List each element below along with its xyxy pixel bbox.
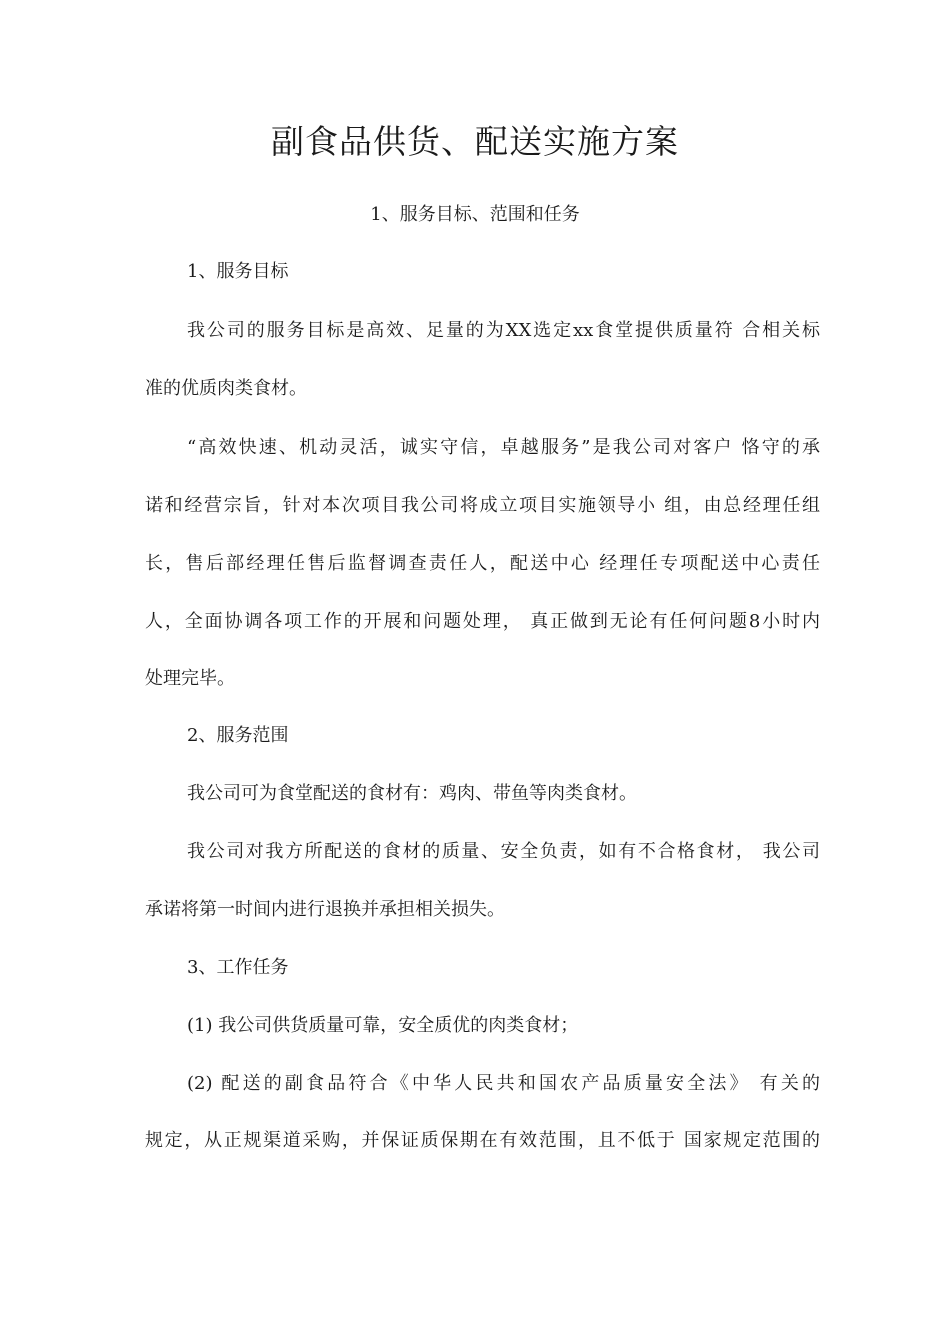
list-item-1: (1) 我公司供货质量可靠，安全质优的肉类食材； [187, 1015, 579, 1036]
paragraph-line: 规定，从正规渠道采购，并保证质保期在有效范围，且不低于 国家规定范围的 [145, 1130, 820, 1151]
paragraph-line: 我公司对我方所配送的食材的质量、安全负责，如有不合格食材， 我公司 [187, 841, 820, 862]
list-item-2: (2) 配送的副食品符合《中华人民共和国农产品质量安全法》 有关的 [187, 1073, 820, 1094]
paragraph-line: 长，售后部经理任售后监督调查责任人，配送中心 经理任专项配送中心责任 [145, 553, 820, 574]
section-heading: 1、服务目标、范围和任务 [370, 204, 580, 225]
paragraph-line: “高效快速、机动灵活，诚实守信，卓越服务”是我公司对客户 恪守的承 [187, 437, 820, 458]
subsection-heading-work-tasks: 3、工作任务 [187, 957, 289, 978]
paragraph-line: 诺和经营宗旨，针对本次项目我公司将成立项目实施领导小 组，由总经理任组 [145, 495, 820, 516]
paragraph-line: 准的优质肉类食材。 [145, 378, 307, 399]
paragraph-line: 我公司可为食堂配送的食材有：鸡肉、带鱼等肉类食材。 [187, 783, 637, 804]
subsection-heading-service-goal: 1、服务目标 [187, 261, 289, 282]
paragraph-line: 人，全面协调各项工作的开展和问题处理， 真正做到无论有任何问题8小时内 [145, 611, 820, 632]
paragraph-line: 承诺将第一时间内进行退换并承担相关损失。 [145, 899, 505, 920]
paragraph-line: 我公司的服务目标是高效、足量的为XX选定xx食堂提供质量符 合相关标 [187, 320, 820, 341]
document-title: 副食品供货、配送实施方案 [271, 122, 679, 161]
paragraph-line: 处理完毕。 [145, 668, 235, 689]
subsection-heading-service-scope: 2、服务范围 [187, 725, 289, 746]
